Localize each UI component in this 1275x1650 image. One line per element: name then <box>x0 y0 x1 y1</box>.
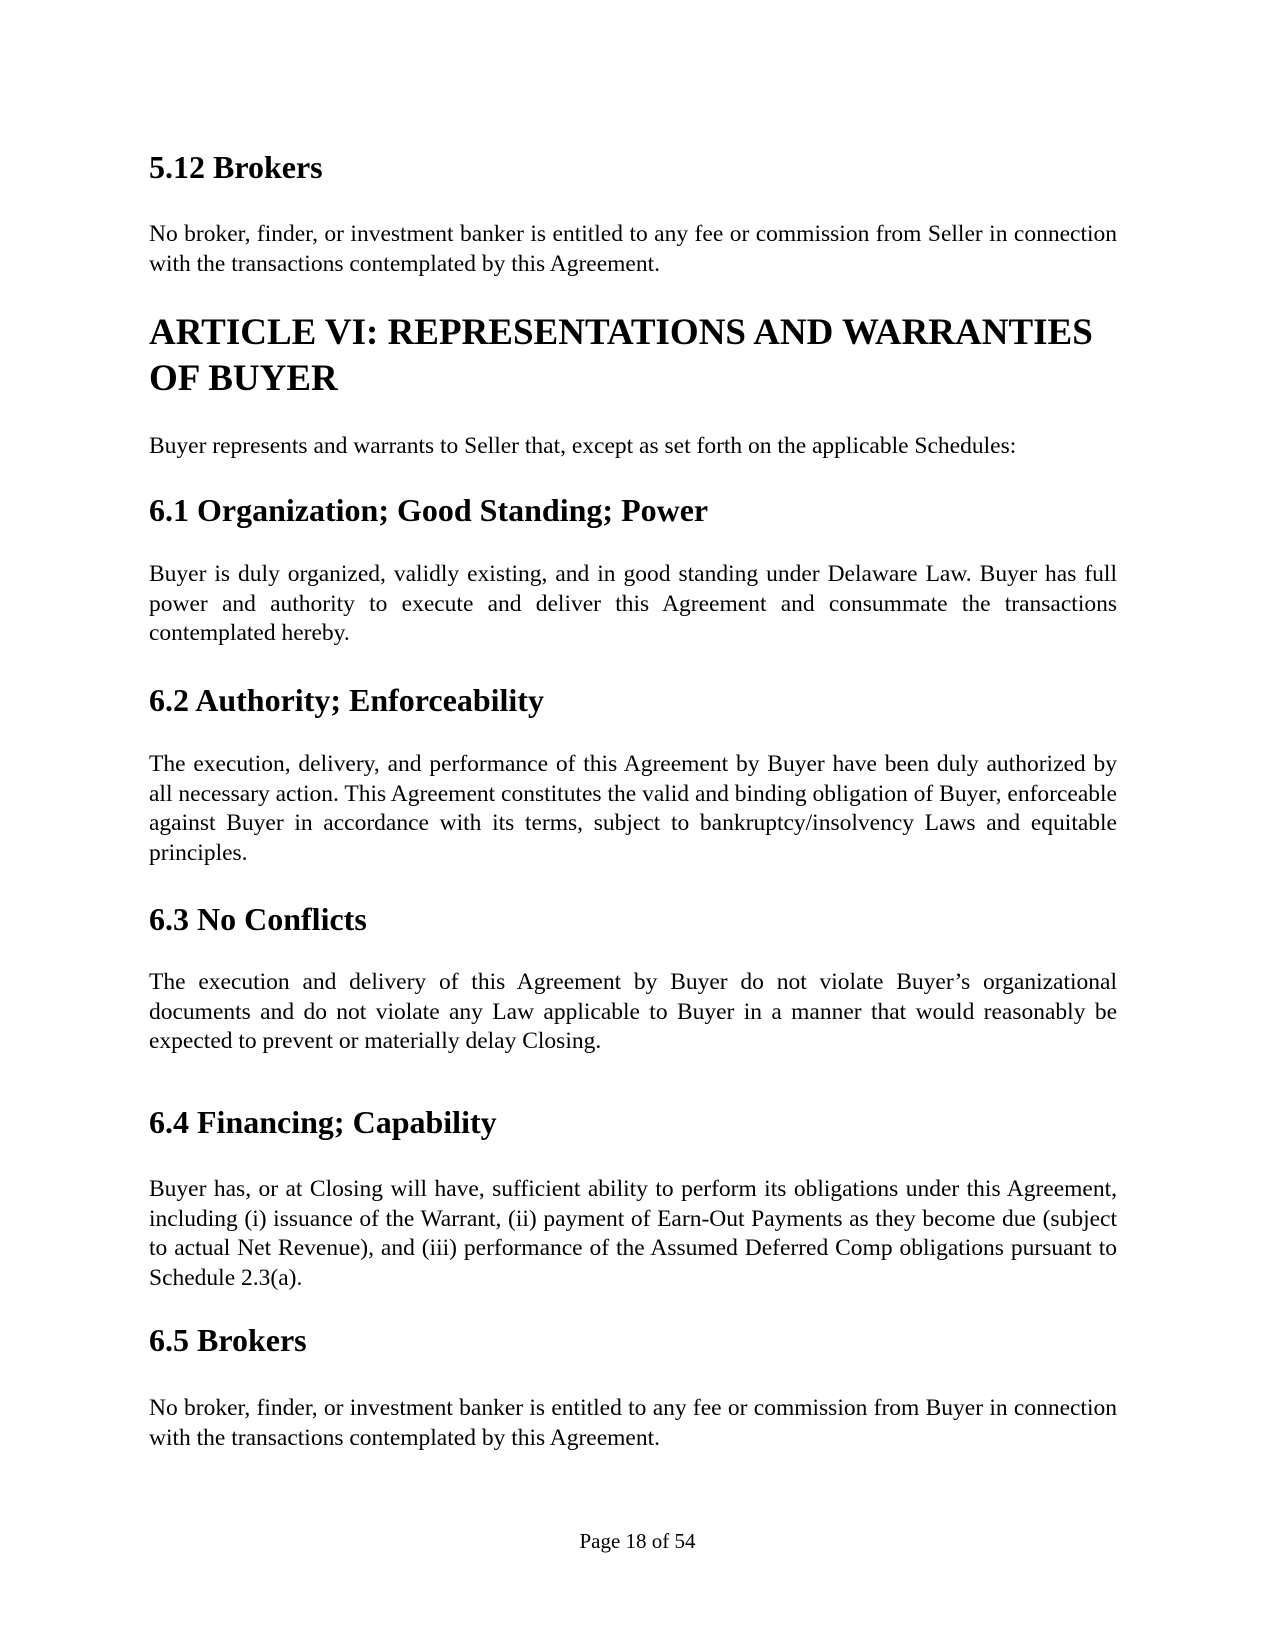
section-5-12-body: No broker, finder, or investment banker is entitled to any fee or commission from Seller in connection with the transactions contemplated by this Agreement. <box>149 221 1117 277</box>
section-6-4-heading: 6.4 Financing; Capability <box>149 1104 497 1140</box>
section-6-4-body: Buyer has, or at Closing will have, sufficient ability to perform its obligations under this Agreement, including (i) issuance of the Warrant, (ii) payment of Earn-Out Payments as they become due (subject to actual Net Revenue), and (iii) performance of the Assumed Deferred Comp obligations pursuant to Schedule 2.3(a). <box>149 1176 1117 1291</box>
article-6-intro: Buyer represents and warrants to Seller that, except as set forth on the applicable Schedules: <box>149 433 1017 459</box>
section-6-1-heading: 6.1 Organization; Good Standing; Power <box>149 492 709 528</box>
section-6-5-heading: 6.5 Brokers <box>149 1322 307 1358</box>
page-number: Page 18 of 54 <box>579 1529 696 1553</box>
section-6-2-body: The execution, delivery, and performance of this Agreement by Buyer have been duly authorized by all necessary action. This Agreement constitutes the valid and binding obligation of Buyer, enforceable against Buyer in accordance with its terms, subject to bankruptcy/insolvency Laws and equitable principles. <box>149 751 1117 866</box>
section-6-3-heading: 6.3 No Conflicts <box>149 901 367 937</box>
section-6-3-body: The execution and delivery of this Agreement by Buyer do not violate Buyer’s organizational documents and do not violate any Law applicable to Buyer in a manner that would reasonably be expected to prevent or materially delay Closing. <box>149 969 1117 1054</box>
section-6-2-heading: 6.2 Authority; Enforceability <box>149 682 544 718</box>
section-6-5-body: No broker, finder, or investment banker is entitled to any fee or commission from Buyer in connection with the transactions contemplated by this Agreement. <box>149 1395 1117 1451</box>
section-5-12-heading: 5.12 Brokers <box>149 149 323 185</box>
article-6-heading: ARTICLE VI: REPRESENTATIONS AND WARRANTIES OF BUYER <box>149 312 1093 399</box>
section-6-1-body: Buyer is duly organized, validly existing, and in good standing under Delaware Law. Buyer has full power and authority to execute and deliver this Agreement and consummate the transactions contemplated hereby. <box>149 561 1117 646</box>
